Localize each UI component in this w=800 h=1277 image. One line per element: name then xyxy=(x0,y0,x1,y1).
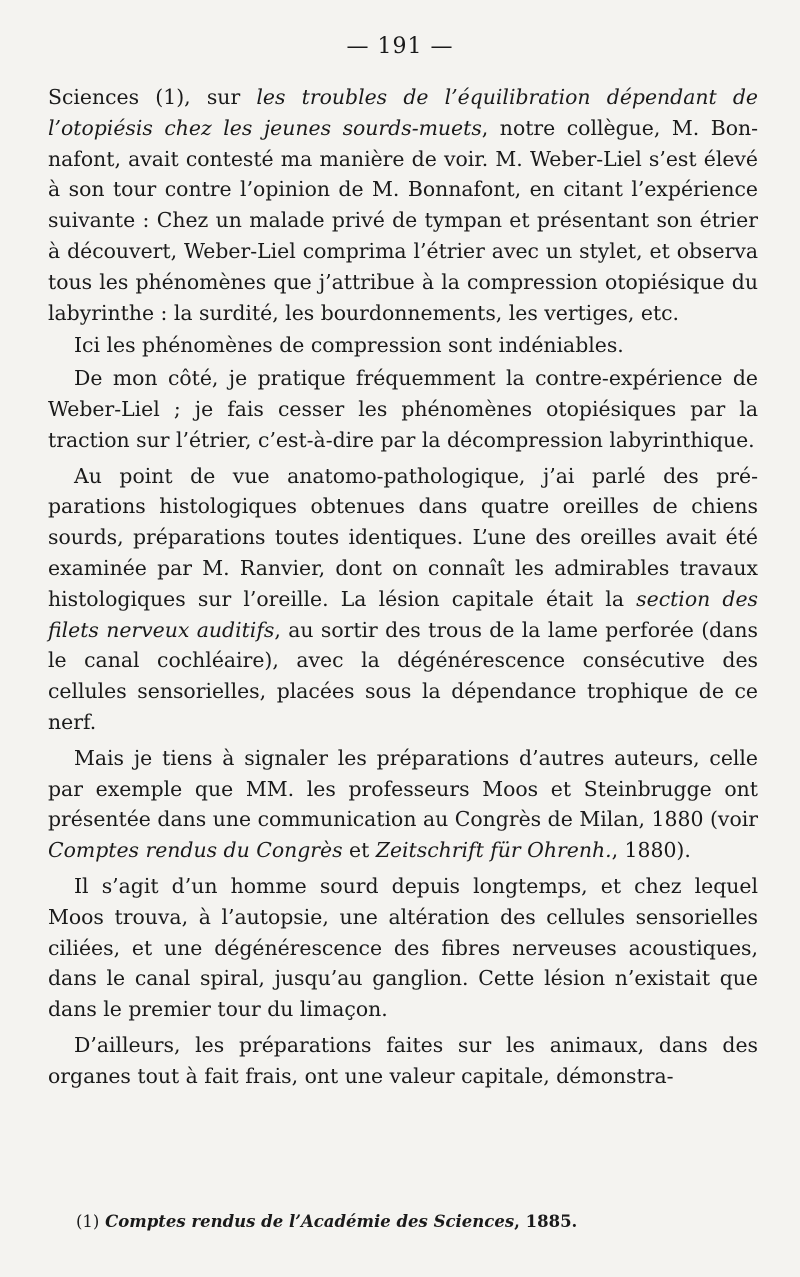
body-text xyxy=(48,82,758,1092)
paragraph-7 xyxy=(48,1030,758,1092)
paragraph-2 xyxy=(48,330,758,361)
paragraph-6 xyxy=(48,871,758,1025)
footnote xyxy=(76,1210,776,1234)
italic-title-span: les troubles de l’équilibration dépendant de l’otopiésis chez les jeunes sourds-muets xyxy=(48,85,759,140)
text-span: De mon côté, je pratique fréquemment la contre-expérience de Weber-Liel ; je fais cesser les phénomènes otopiésiques par la traction sur l’étrier, c’est-à-dire par la décompression labyrinthique. xyxy=(48,366,758,452)
footnote-text: Comptes rendus de l’Académie des Sciences xyxy=(105,1212,515,1231)
paragraph-3 xyxy=(48,363,758,455)
paragraph-4 xyxy=(48,461,758,738)
paragraph-1 xyxy=(48,82,758,328)
text-span: Ici les phénomènes de compression sont indéniables. xyxy=(74,333,624,358)
paragraph-5 xyxy=(48,743,758,866)
text-span: Mais je tiens à signaler les préparations d’autres auteurs, celle par exemple que MM. les professeurs Moos et Steinbrugge ont présentée dans une communication au Congrès de Milan, 1880 (voir xyxy=(48,745,758,832)
italic-emphasis-span: section des filets nerveux auditifs xyxy=(48,586,758,642)
text-span: D’ailleurs, les préparations faites sur les animaux, dans des organes tout à fait frais, ont une valeur capitale, démonstra- xyxy=(48,1032,758,1088)
italic-reference-span: Zeitschrift für Ohrenh. xyxy=(375,838,612,863)
footnote-year: , 1885. xyxy=(514,1212,578,1231)
text-span: , au sortir des trous de la lame perforée (dans le canal cochléaire), avec la dégénérescence consécutive des cellules sensorielles, placées sous la dépendance trophique de ce nerf. xyxy=(48,617,758,734)
italic-reference-span: Comptes rendus du Congrès xyxy=(48,838,343,863)
text-span: et xyxy=(342,838,376,863)
text-span: , 1880). xyxy=(611,838,691,863)
text-span: , notre collègue, M. Bonnafont, avait contesté ma manière de voir. M. Weber-Liel s’est élevé à son tour contre l’opinion de M. Bonnafont, en citant l’expérience suivante : Chez un malade privé de tympan et présentant son étrier à découvert, Weber-Liel comprima l’étrier avec un stylet, et observa tous les phénomènes que j’attribue à la compression otopiésique du labyrinthe : la surdité, les bourdonnements, les vertiges, etc. xyxy=(48,115,759,325)
footnote-mark: (1) xyxy=(76,1212,100,1231)
text-span: Il s’agit d’un homme sourd depuis longtemps, et chez lequel Moos trouva, à l’autopsie, une altération des cellules sensorielles ciliées, et une dégénérescence des fibres nerveuses acoustiques, dans le canal spiral, jusqu’au ganglion. Cette lésion n’existait que dans le premier tour du limaçon. xyxy=(48,873,758,1022)
text-span: Au point de vue anatomo-pathologique, j’ai parlé des préparations histologiques obtenues dans quatre oreilles de chiens sourds, préparations toutes identiques. L’une des oreilles avait été examinée par M. Ranvier, dont on connaît les admirables travaux histologiques sur l’oreille. La lésion capitale était la xyxy=(48,463,758,611)
page-number: — 191 — xyxy=(346,34,454,59)
text-span: Sciences (1), sur xyxy=(48,85,257,109)
